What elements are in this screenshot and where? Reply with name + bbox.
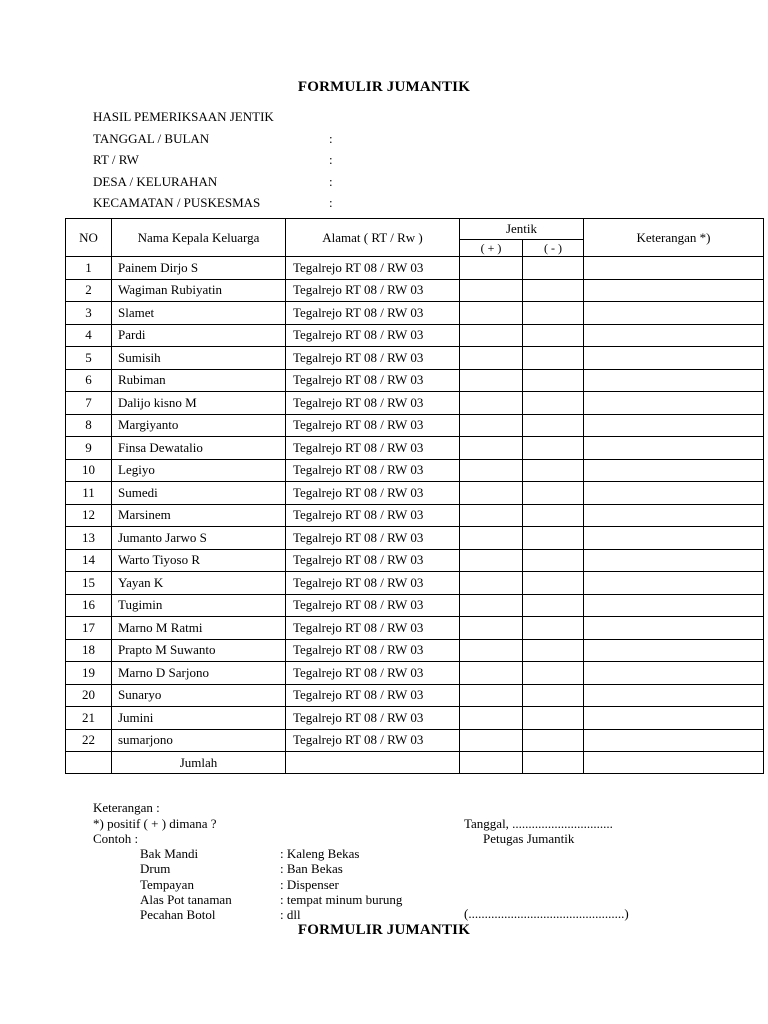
row-keterangan — [584, 437, 764, 460]
signature-line: (................................................) — [464, 906, 629, 921]
row-jentik-negative — [523, 572, 584, 595]
example-alternative: : Dispenser — [280, 876, 339, 892]
row-keterangan — [584, 302, 764, 325]
row-number: 16 — [66, 594, 112, 617]
row-address: Tegalrejo RT 08 / RW 03 — [286, 594, 460, 617]
row-address: Tegalrejo RT 08 / RW 03 — [286, 572, 460, 595]
header-field-colon: : — [329, 130, 333, 146]
row-keterangan — [584, 729, 764, 752]
row-jentik-negative — [523, 549, 584, 572]
inspection-table — [65, 218, 764, 774]
positif-note: *) positif ( + ) dimana ? — [93, 816, 217, 831]
row-jentik-positive — [460, 662, 523, 685]
row-jentik-negative — [523, 504, 584, 527]
row-number: 10 — [66, 459, 112, 482]
row-jentik-negative — [523, 482, 584, 505]
row-keterangan — [584, 504, 764, 527]
row-jentik-negative — [523, 729, 584, 752]
table-row — [66, 347, 764, 370]
row-jentik-positive — [460, 549, 523, 572]
row-jentik-positive — [460, 482, 523, 505]
row-jentik-negative — [523, 684, 584, 707]
example-alternative: : Kaleng Bekas — [280, 846, 360, 861]
row-name: Marsinem — [112, 504, 286, 527]
row-name: Prapto M Suwanto — [112, 639, 286, 662]
row-name: Sumisih — [112, 347, 286, 370]
form-title: FORMULIR JUMANTIK — [297, 79, 471, 95]
row-name: Jumini — [112, 707, 286, 730]
example-container: Bak Mandi — [140, 846, 199, 861]
row-jentik-negative — [523, 369, 584, 392]
row-name: sumarjono — [112, 729, 286, 752]
row-jentik-positive — [460, 684, 523, 707]
col-header-jentik: Jentik — [460, 219, 584, 240]
row-address: Tegalrejo RT 08 / RW 03 — [286, 662, 460, 685]
row-number: 6 — [66, 369, 112, 392]
col-header-no: NO — [66, 219, 112, 257]
row-jentik-positive — [460, 324, 523, 347]
row-jentik-negative — [523, 279, 584, 302]
row-number: 13 — [66, 527, 112, 550]
table-row — [66, 459, 764, 482]
row-jentik-positive — [460, 414, 523, 437]
row-keterangan — [584, 617, 764, 640]
row-name: Pardi — [112, 324, 286, 347]
row-jentik-negative — [523, 662, 584, 685]
header-field-label: HASIL PEMERIKSAAN JENTIK — [93, 109, 274, 124]
header-field-label: KECAMATAN / PUSKESMAS — [93, 195, 261, 210]
row-address: Tegalrejo RT 08 / RW 03 — [286, 684, 460, 707]
petugas-label: Petugas Jumantik — [483, 831, 575, 846]
row-keterangan — [584, 459, 764, 482]
row-jentik-negative — [523, 459, 584, 482]
col-header-negative: ( - ) — [523, 240, 584, 257]
row-name: Marno M Ratmi — [112, 617, 286, 640]
row-keterangan — [584, 482, 764, 505]
row-jentik-negative — [523, 617, 584, 640]
sum-address — [286, 752, 460, 774]
row-jentik-negative — [523, 257, 584, 280]
row-keterangan — [584, 347, 764, 370]
row-number: 18 — [66, 639, 112, 662]
form-title-bottom: FORMULIR JUMANTIK — [297, 922, 471, 938]
example-alternative: : Ban Bekas — [280, 861, 343, 877]
row-number: 8 — [66, 414, 112, 437]
row-jentik-positive — [460, 527, 523, 550]
row-jentik-negative — [523, 324, 584, 347]
header-field-colon: : — [329, 195, 333, 210]
example-container: Pecahan Botol — [140, 907, 216, 923]
row-jentik-positive — [460, 279, 523, 302]
sum-positive — [460, 752, 523, 774]
row-jentik-negative — [523, 414, 584, 437]
table-row — [66, 707, 764, 730]
row-number: 9 — [66, 437, 112, 460]
col-header-positive: ( + ) — [460, 240, 523, 257]
table-row — [66, 504, 764, 527]
row-name: Jumanto Jarwo S — [112, 527, 286, 550]
row-number: 15 — [66, 572, 112, 595]
row-address: Tegalrejo RT 08 / RW 03 — [286, 707, 460, 730]
table-body — [66, 257, 764, 774]
row-name: Margiyanto — [112, 414, 286, 437]
header-field-row — [93, 129, 333, 149]
col-header-name: Nama Kepala Keluarga — [112, 219, 286, 257]
row-address: Tegalrejo RT 08 / RW 03 — [286, 257, 460, 280]
row-address: Tegalrejo RT 08 / RW 03 — [286, 527, 460, 550]
row-jentik-negative — [523, 302, 584, 325]
table-row — [66, 279, 764, 302]
row-name: Slamet — [112, 302, 286, 325]
row-address: Tegalrejo RT 08 / RW 03 — [286, 279, 460, 302]
row-address: Tegalrejo RT 08 / RW 03 — [286, 549, 460, 572]
row-keterangan — [584, 639, 764, 662]
row-address: Tegalrejo RT 08 / RW 03 — [286, 504, 460, 527]
row-number: 1 — [66, 257, 112, 280]
row-address: Tegalrejo RT 08 / RW 03 — [286, 392, 460, 415]
row-jentik-positive — [460, 504, 523, 527]
row-number: 14 — [66, 549, 112, 572]
row-address: Tegalrejo RT 08 / RW 03 — [286, 482, 460, 505]
row-jentik-negative — [523, 527, 584, 550]
row-address: Tegalrejo RT 08 / RW 03 — [286, 729, 460, 752]
row-keterangan — [584, 279, 764, 302]
header-field-colon: : — [329, 152, 333, 167]
row-keterangan — [584, 572, 764, 595]
row-jentik-positive — [460, 572, 523, 595]
tanggal-line: Tanggal, ............................... — [464, 816, 613, 831]
row-number: 4 — [66, 324, 112, 347]
example-container: Alas Pot tanaman — [140, 891, 232, 907]
example-container: Drum — [140, 861, 171, 877]
col-header-keterangan: Keterangan *) — [584, 219, 764, 257]
row-jentik-negative — [523, 707, 584, 730]
row-name: Tugimin — [112, 594, 286, 617]
row-address: Tegalrejo RT 08 / RW 03 — [286, 414, 460, 437]
table-row — [66, 729, 764, 752]
row-jentik-positive — [460, 437, 523, 460]
example-container: Tempayan — [140, 876, 194, 892]
sum-negative — [523, 752, 584, 774]
row-name: Sunaryo — [112, 684, 286, 707]
row-jentik-negative — [523, 347, 584, 370]
row-jentik-positive — [460, 639, 523, 662]
header-field-colon: : — [329, 173, 333, 189]
sum-keterangan — [584, 752, 764, 774]
contoh-label: Contoh : — [93, 831, 139, 846]
row-number: 3 — [66, 302, 112, 325]
example-alternative: : dll — [280, 907, 301, 923]
sum-label: Jumlah — [112, 752, 286, 774]
table-row — [66, 257, 764, 280]
row-address: Tegalrejo RT 08 / RW 03 — [286, 639, 460, 662]
row-name: Dalijo kisno M — [112, 392, 286, 415]
row-address: Tegalrejo RT 08 / RW 03 — [286, 324, 460, 347]
table-row — [66, 594, 764, 617]
row-jentik-positive — [460, 617, 523, 640]
row-jentik-negative — [523, 392, 584, 415]
row-name: Painem Dirjo S — [112, 257, 286, 280]
row-address: Tegalrejo RT 08 / RW 03 — [286, 369, 460, 392]
row-address: Tegalrejo RT 08 / RW 03 — [286, 302, 460, 325]
row-jentik-positive — [460, 707, 523, 730]
header-field-label: TANGGAL / BULAN — [93, 130, 210, 146]
header-field-row — [93, 150, 333, 170]
sum-row — [66, 752, 764, 774]
row-keterangan — [584, 369, 764, 392]
table-row — [66, 639, 764, 662]
row-keterangan — [584, 549, 764, 572]
example-alternative: : tempat minum burung — [280, 891, 403, 907]
row-number: 5 — [66, 347, 112, 370]
table-row — [66, 482, 764, 505]
row-number: 20 — [66, 684, 112, 707]
row-number: 21 — [66, 707, 112, 730]
row-name: Yayan K — [112, 572, 286, 595]
header-field-row — [93, 172, 333, 192]
row-keterangan — [584, 414, 764, 437]
row-jentik-positive — [460, 257, 523, 280]
row-jentik-negative — [523, 639, 584, 662]
row-address: Tegalrejo RT 08 / RW 03 — [286, 459, 460, 482]
row-number: 11 — [66, 482, 112, 505]
row-keterangan — [584, 707, 764, 730]
table-row — [66, 617, 764, 640]
row-jentik-positive — [460, 392, 523, 415]
header-field-row — [93, 193, 333, 213]
keterangan-label: Keterangan : — [93, 800, 160, 815]
table-row — [66, 549, 764, 572]
row-name: Sumedi — [112, 482, 286, 505]
row-name: Wagiman Rubiyatin — [112, 279, 286, 302]
table-row — [66, 684, 764, 707]
table-row — [66, 369, 764, 392]
table-row — [66, 527, 764, 550]
row-number: 2 — [66, 279, 112, 302]
row-jentik-positive — [460, 347, 523, 370]
table-row — [66, 662, 764, 685]
row-keterangan — [584, 684, 764, 707]
row-name: Marno D Sarjono — [112, 662, 286, 685]
table-row — [66, 392, 764, 415]
row-number: 17 — [66, 617, 112, 640]
col-header-address: Alamat ( RT / Rw ) — [286, 219, 460, 257]
row-keterangan — [584, 527, 764, 550]
table-row — [66, 572, 764, 595]
row-address: Tegalrejo RT 08 / RW 03 — [286, 437, 460, 460]
row-jentik-positive — [460, 459, 523, 482]
table-row — [66, 414, 764, 437]
row-number: 19 — [66, 662, 112, 685]
row-keterangan — [584, 392, 764, 415]
row-jentik-negative — [523, 437, 584, 460]
header-field-label: DESA / KELURAHAN — [93, 173, 218, 189]
row-name: Finsa Dewatalio — [112, 437, 286, 460]
header-field-label: RT / RW — [93, 152, 139, 167]
row-name: Legiyo — [112, 459, 286, 482]
row-jentik-positive — [460, 729, 523, 752]
row-keterangan — [584, 324, 764, 347]
row-number: 22 — [66, 729, 112, 752]
sum-no — [66, 752, 112, 774]
row-address: Tegalrejo RT 08 / RW 03 — [286, 347, 460, 370]
row-address: Tegalrejo RT 08 / RW 03 — [286, 617, 460, 640]
header-field-row — [93, 107, 329, 127]
table-row — [66, 302, 764, 325]
row-keterangan — [584, 257, 764, 280]
table-row — [66, 437, 764, 460]
row-keterangan — [584, 594, 764, 617]
row-keterangan — [584, 662, 764, 685]
row-name: Rubiman — [112, 369, 286, 392]
row-jentik-negative — [523, 594, 584, 617]
table-row — [66, 324, 764, 347]
row-jentik-positive — [460, 302, 523, 325]
row-number: 12 — [66, 504, 112, 527]
row-name: Warto Tiyoso R — [112, 549, 286, 572]
row-number: 7 — [66, 392, 112, 415]
row-jentik-positive — [460, 594, 523, 617]
row-jentik-positive — [460, 369, 523, 392]
